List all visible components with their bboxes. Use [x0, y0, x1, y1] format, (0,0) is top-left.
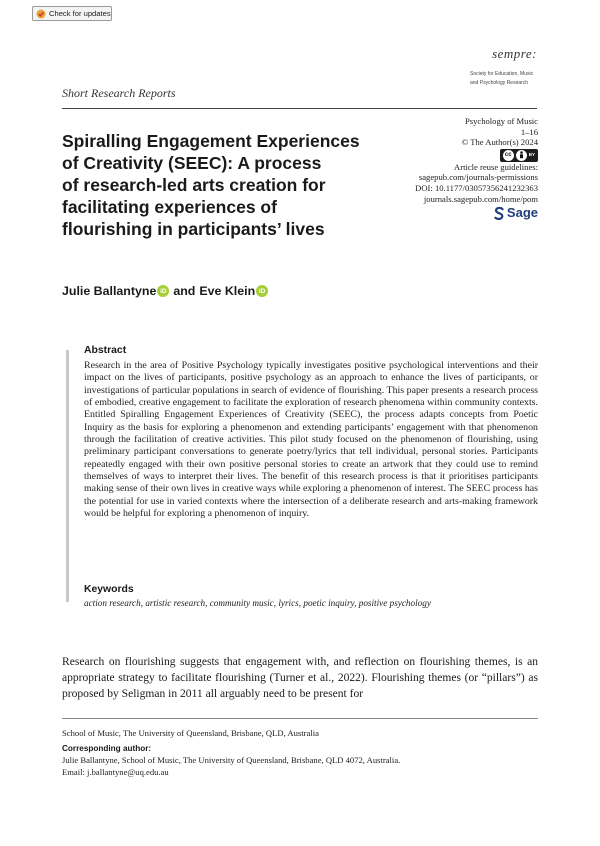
reuse-link[interactable]: sagepub.com/journals-permissions — [418, 172, 538, 183]
title-line: of research-led arts creation for — [62, 175, 326, 195]
sempre-logo: sempre: — [492, 46, 537, 61]
header-divider — [62, 108, 537, 109]
check-updates-icon — [36, 9, 46, 19]
abstract-sidebar-rule — [66, 350, 69, 602]
sage-logo — [494, 207, 538, 220]
orcid-icon[interactable]: iD — [157, 285, 169, 297]
cc-icon: cc — [503, 150, 514, 161]
keywords-heading: Keywords — [84, 584, 134, 595]
doi-link[interactable]: DOI: 10.1177/03057356241232363 — [415, 182, 538, 193]
corresponding-author-address: Julie Ballantyne, School of Music, The University of Queensland, Brisbane, QLD 4072, Australia. — [62, 755, 401, 765]
corresponding-author-details — [62, 755, 400, 778]
title-line: flourishing in participants’ lives — [62, 219, 325, 239]
abstract-heading: Abstract — [84, 345, 127, 356]
orcid-icon[interactable]: iD — [256, 285, 268, 297]
journal-info — [415, 116, 538, 223]
check-for-updates-label: Check for updates — [49, 9, 111, 18]
author-name[interactable]: Eve Klein — [199, 284, 256, 298]
title-line: facilitating experiences of — [62, 197, 277, 217]
journal-link[interactable]: journals.sagepub.com/home/pom — [423, 193, 538, 204]
society-name-line1: Society for Education, Music — [470, 71, 534, 77]
title-line: of Creativity (SEEC): A process — [62, 153, 322, 173]
society-name — [470, 70, 540, 87]
reuse-label: Article reuse guidelines: — [454, 161, 538, 172]
author-list — [62, 284, 270, 298]
affiliation: School of Music, The University of Queensland, Brisbane, QLD, Australia — [62, 728, 319, 738]
copyright: © The Author(s) 2024 — [461, 137, 538, 148]
corresponding-author-label: Corresponding author: — [62, 744, 152, 753]
corresponding-author-email[interactable]: Email: j.ballantyne@uq.edu.au — [62, 766, 169, 777]
check-for-updates-button[interactable] — [32, 6, 112, 21]
author-connector: and — [173, 284, 196, 298]
article-title — [62, 130, 382, 240]
section-label: Short Research Reports — [62, 86, 176, 100]
attribution-person-icon — [516, 150, 527, 161]
body-paragraph: Research on flourishing suggests that engagement with, and reflection on flourishing themes, is an appropriate strategy to facilitate flourishing (Turner et al., 2022). Flourishing themes (or “pillars”) as proposed by Seligman in 2011 all arguably need to be present for — [62, 656, 538, 700]
sage-s-icon — [494, 207, 504, 220]
author-name[interactable]: Julie Ballantyne — [62, 284, 157, 298]
title-line: Spiralling Engagement Experiences — [62, 131, 360, 151]
cc-by-license-badge[interactable] — [500, 149, 538, 162]
page-range: 1–16 — [520, 126, 538, 137]
journal-name: Psychology of Music — [464, 116, 538, 126]
sage-wordmark: Sage — [506, 205, 538, 221]
footnote-divider — [62, 718, 538, 719]
keywords-text: action research, artistic research, community music, lyrics, poetic inquiry, positive psychology — [84, 598, 431, 608]
abstract-text: Research in the area of Positive Psychology typically investigates positive psychological interventions and their impact on the lives of participants, positive psychology as an approach to enhance the lives of participants, or investigations of particular populations in search of evidence of flourishing. This paper presents a research process of embodied, creative engagement to facilitate the exploration of research phenomena within community contexts. Entitled Spiralling Engagement Experiences of Creativity (SEEC), the process adapts concepts from Poetic Inquiry as the basis for exploring a phenomenon and extending participants’ engagement with that phenomenon through the facilitation of creative activities. This pilot study focused on the phenomenon of flourishing, using preliminary participant conversations to generate poetry/lyrics that tell individual, personal stories. Participants repeatedly engaged with their own positive personal stories to create an artwork that they could use to remind themselves of ways to interpret their lives. The benefit of this research process is that it prioritises participants making sense of their own lives in creative ways while exploring a phenomenon of interest. The SEEC process has the potential for use in varied contexts where the intersection of a deliberate research and arts-making framework would be helpful for exploring a phenomenon of inquiry. — [84, 360, 538, 520]
license-label: BY — [528, 151, 535, 157]
society-name-line2: and Psychology Research — [470, 79, 529, 86]
